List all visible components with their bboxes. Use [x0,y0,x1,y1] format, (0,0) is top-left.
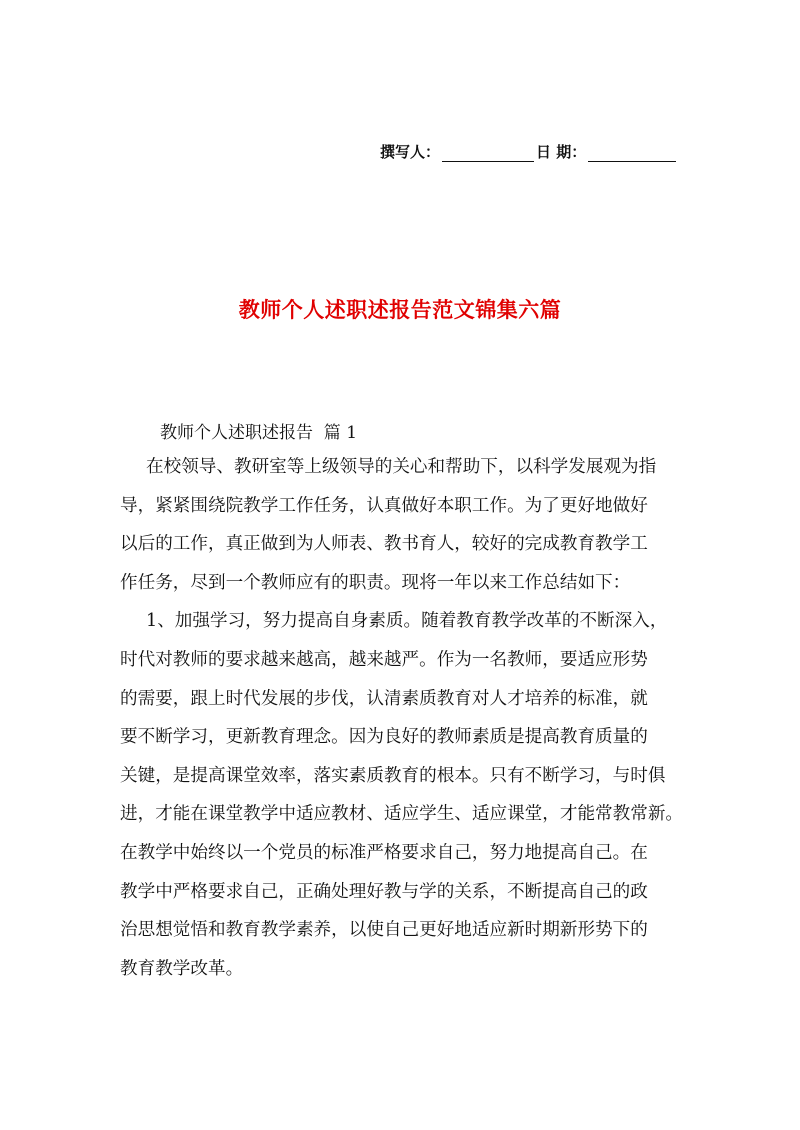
body-line: 治思想觉悟和教育教学素养，以使自己更好地适应新时期新形势下的 [120,920,648,941]
author-date-line [380,138,700,162]
body-text [120,448,700,988]
body-line: 在教学中始终以一个党员的标准严格要求自己，努力地提高自己。在 [120,842,648,863]
body-line: 导，紧紧围绕院教学工作任务，认真做好本职工作。为了更好地做好 [120,495,648,516]
body-line: 以后的工作，真正做到为人师表、教书育人，较好的完成教育教学工 [120,534,648,555]
document-title: 教师个人述职述报告范文锦集六篇 [238,297,562,322]
section-heading: 教师个人述职述报告 篇 1 [160,423,358,443]
body-line: 关键，是提高课堂效率，落实素质教育的根本。只有不断学习，与时俱 [120,765,666,786]
author-blank [442,146,534,162]
body-line: 时代对教师的要求越来越高，越来越严。作为一名教师，要适应形势 [120,649,648,670]
date-blank [588,146,676,162]
body-line: 在校领导、教研室等上级领导的关心和帮助下，以科学发展观为指 [146,457,657,477]
body-line: 1、加强学习，努力提高自身素质。随着教育教学改革的不断深入， [146,611,668,632]
body-line: 要不断学习，更新教育理念。因为良好的教师素质是提高教育质量的 [120,727,648,748]
body-line: 的需要，跟上时代发展的步伐，认清素质教育对人才培养的标准，就 [120,688,648,709]
body-line: 教学中严格要求自己，正确处理好教与学的关系，不断提高自己的政 [120,881,648,902]
date-label: 日 期： [536,143,587,161]
author-label: 撰写人： [380,143,441,161]
body-line: 进，才能在课堂教学中适应教材、适应学生、适应课堂，才能常教常新。 [120,804,684,825]
body-line: 教育教学改革。 [120,958,244,979]
body-line: 作任务，尽到一个教师应有的职责。现将一年以来工作总结如下： [120,572,631,593]
